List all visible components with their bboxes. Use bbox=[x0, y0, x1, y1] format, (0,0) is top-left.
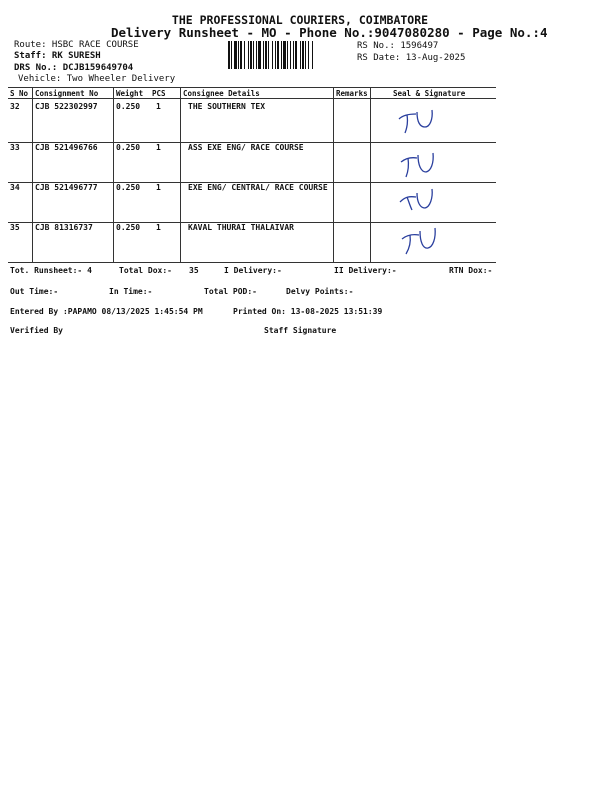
row-sno: 34 bbox=[10, 183, 20, 192]
table-top-rule-right bbox=[370, 87, 496, 88]
row-pcs: 1 bbox=[156, 223, 161, 232]
row-sno: 35 bbox=[10, 223, 20, 232]
table-top-rule-left bbox=[8, 87, 414, 88]
row-sno: 32 bbox=[10, 102, 20, 111]
col-header-pcs: PCS bbox=[152, 89, 166, 98]
row-pcs: 1 bbox=[156, 183, 161, 192]
row-consignment: CJB 522302997 bbox=[35, 102, 98, 111]
col-header-sno: S No bbox=[10, 89, 29, 98]
row-weight: 0.250 bbox=[116, 143, 141, 152]
ii-delivery-label: II Delivery:- bbox=[334, 266, 397, 275]
column-divider bbox=[370, 87, 371, 263]
row-consignee: THE SOUTHERN TEX bbox=[188, 102, 266, 111]
row-pcs: 1 bbox=[156, 143, 161, 152]
col-header-consignment: Consignment No bbox=[35, 89, 99, 98]
column-divider bbox=[333, 87, 334, 263]
column-divider bbox=[113, 87, 114, 263]
row-consignment: CJB 81316737 bbox=[35, 223, 93, 232]
route-label: Route: HSBC RACE COURSE bbox=[14, 40, 139, 50]
tot-runsheet: Tot. Runsheet:- 4 bbox=[10, 266, 92, 275]
row-pcs: 1 bbox=[156, 102, 161, 111]
row-consignee: ASS EXE ENG/ RACE COURSE bbox=[188, 143, 304, 152]
signature-icon bbox=[398, 150, 442, 180]
total-pod-label: Total POD:- bbox=[204, 287, 257, 296]
signature-icon bbox=[396, 106, 440, 136]
rs-number: RS No.: 1596497 bbox=[357, 41, 439, 51]
i-delivery-label: I Delivery:- bbox=[224, 266, 282, 275]
staff-signature-label: Staff Signature bbox=[264, 326, 337, 335]
col-header-weight: Weight bbox=[116, 89, 144, 98]
row-weight: 0.250 bbox=[116, 183, 141, 192]
vehicle-label: Vehicle: Two Wheeler Delivery bbox=[18, 74, 176, 84]
row-consignee: KAVAL THURAI THALAIVAR bbox=[188, 223, 294, 232]
entered-by: Entered By :PAPAMO 08/13/2025 1:45:54 PM bbox=[10, 307, 203, 316]
barcode-icon bbox=[228, 41, 353, 69]
row-consignment: CJB 521496777 bbox=[35, 183, 98, 192]
row-divider bbox=[8, 262, 496, 263]
delvy-points-label: Delvy Points:- bbox=[286, 287, 354, 296]
table-header-rule bbox=[8, 98, 496, 99]
staff-label: Staff: RK SURESH bbox=[14, 51, 101, 61]
runsheet-title: Delivery Runsheet - MO - Phone No.:9047080280 - Page No.:4 bbox=[111, 25, 548, 40]
total-dox-label: Total Dox:- bbox=[119, 266, 172, 275]
drs-number: DRS No.: DCJB159649704 bbox=[14, 63, 134, 73]
out-time-label: Out Time:- bbox=[10, 287, 59, 296]
col-header-seal-signature: Seal & Signature bbox=[393, 89, 466, 98]
col-header-consignee: Consignee Details bbox=[183, 89, 260, 98]
printed-on: Printed On: 13-08-2025 13:51:39 bbox=[233, 307, 383, 316]
rs-date: RS Date: 13-Aug-2025 bbox=[357, 53, 466, 63]
row-sno: 33 bbox=[10, 143, 20, 152]
total-dox-value: 35 bbox=[189, 266, 199, 275]
row-weight: 0.250 bbox=[116, 223, 141, 232]
row-weight: 0.250 bbox=[116, 102, 141, 111]
in-time-label: In Time:- bbox=[109, 287, 153, 296]
column-divider bbox=[180, 87, 181, 263]
signature-icon bbox=[398, 186, 442, 216]
col-header-remarks: Remarks bbox=[336, 89, 368, 98]
column-divider bbox=[32, 87, 33, 263]
verified-by-label: Verified By bbox=[10, 326, 63, 335]
company-title: THE PROFESSIONAL COURIERS, COIMBATORE bbox=[171, 13, 429, 27]
rtn-dox-label: RTN Dox:- bbox=[449, 266, 493, 275]
row-consignment: CJB 521496766 bbox=[35, 143, 98, 152]
row-consignee: EXE ENG/ CENTRAL/ RACE COURSE bbox=[188, 183, 328, 192]
signature-icon bbox=[400, 225, 444, 257]
